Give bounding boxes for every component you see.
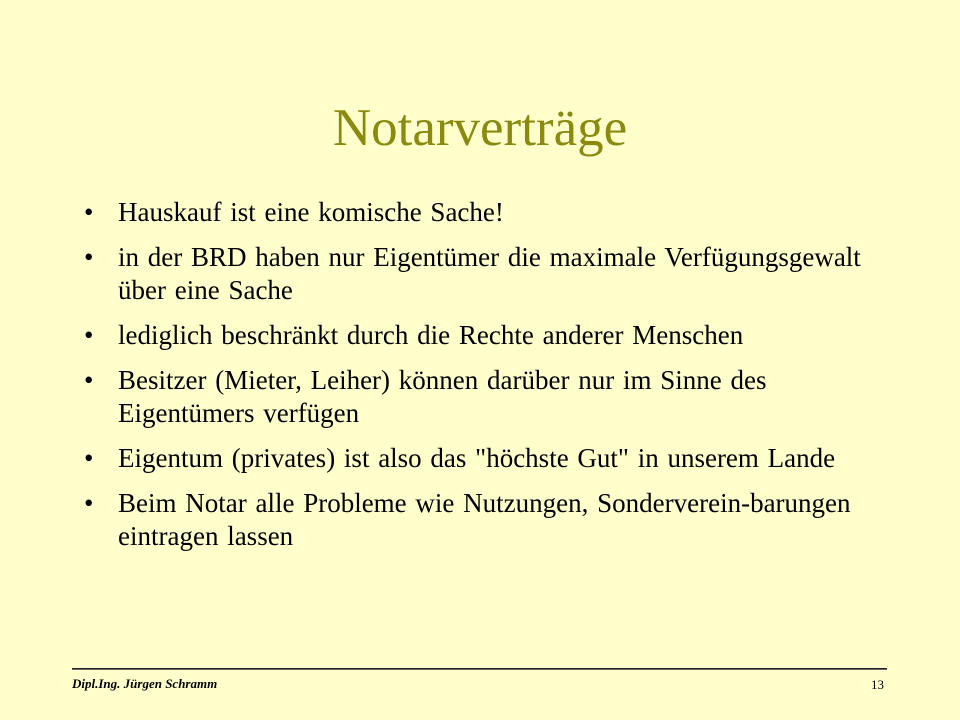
- bullet-marker: •: [84, 242, 94, 272]
- bullet-marker: •: [84, 320, 94, 350]
- bullet-text: lediglich beschränkt durch die Rechte anderer Menschen: [118, 320, 744, 350]
- bullet-text: in der BRD haben nur Eigentümer die maximale Verfügungsgewalt über eine Sache: [118, 242, 861, 305]
- bullet-text: Eigentum (privates) ist also das "höchste Gut" in unserem Lande: [118, 443, 836, 473]
- bullet-text: Hauskauf ist eine komische Sache!: [118, 197, 504, 227]
- bullet-item: [82, 487, 902, 553]
- bullet-marker: •: [84, 443, 94, 473]
- footer-divider: [72, 668, 887, 669]
- bullet-item: [82, 442, 902, 475]
- bullet-marker: •: [84, 488, 94, 518]
- bullet-marker: •: [84, 365, 94, 395]
- bullet-text: Besitzer (Mieter, Leiher) können darüber nur im Sinne des Eigentümers verfügen: [118, 365, 767, 428]
- bullet-item: [82, 196, 902, 229]
- bullet-item: [82, 319, 902, 352]
- page-number: 13: [871, 677, 884, 692]
- slide-title: Notarverträge: [332, 99, 628, 157]
- footer-author: Dipl.Ing. Jürgen Schramm: [72, 676, 218, 691]
- bullet-item: [82, 241, 902, 307]
- bullet-list: [82, 196, 902, 565]
- bullet-item: [82, 364, 902, 430]
- bullet-marker: •: [84, 197, 94, 227]
- bullet-text: Beim Notar alle Probleme wie Nutzungen, Sonderverein-barungen eintragen lassen: [118, 488, 851, 551]
